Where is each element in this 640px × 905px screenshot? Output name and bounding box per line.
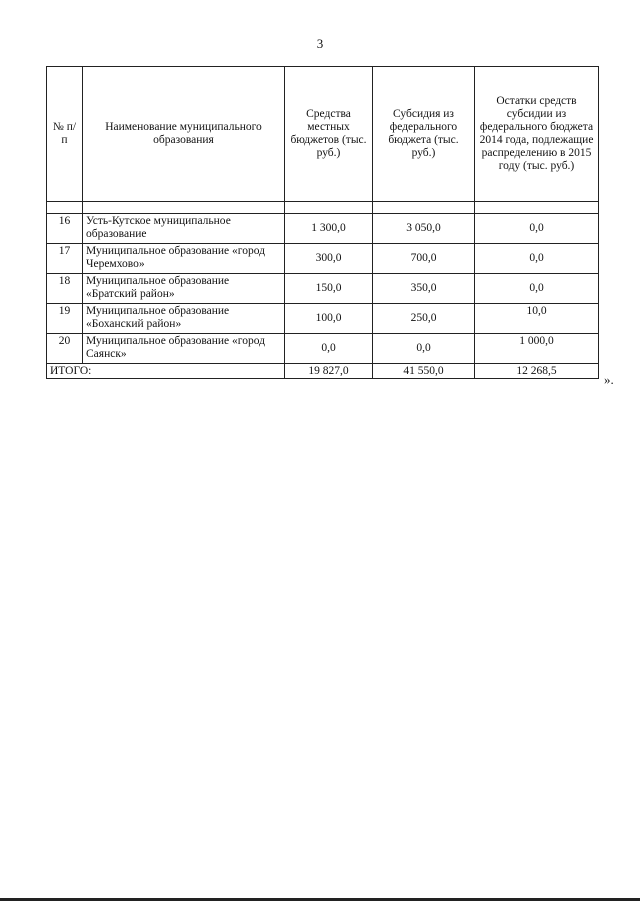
row-num: 20 (47, 334, 83, 364)
table-row (47, 334, 599, 364)
row-remainder: 1 000,0 (475, 334, 599, 364)
row-federal: 3 050,0 (373, 214, 475, 244)
row-name: Усть-Кутское муниципальное образование (83, 214, 285, 244)
table-header-row (47, 67, 599, 202)
table-row (47, 214, 599, 244)
header-federal-subsidy: Субсидия из федерального бюджета (тыс. руб.) (373, 67, 475, 202)
header-local-budgets: Средства местных бюджетов (тыс. руб.) (285, 67, 373, 202)
total-federal: 41 550,0 (373, 364, 475, 379)
row-num: 19 (47, 304, 83, 334)
row-local: 150,0 (285, 274, 373, 304)
row-num: 18 (47, 274, 83, 304)
row-local: 100,0 (285, 304, 373, 334)
row-remainder: 0,0 (475, 274, 599, 304)
row-num: 17 (47, 244, 83, 274)
table-row (47, 244, 599, 274)
row-federal: 250,0 (373, 304, 475, 334)
page-number: 3 (316, 36, 324, 51)
row-local: 1 300,0 (285, 214, 373, 244)
header-name: Наименование муниципального образования (83, 67, 285, 202)
row-name: Муниципальное образование «город Саянск» (83, 334, 285, 364)
table-row (47, 274, 599, 304)
row-name: Муниципальное образование «Братский район» (83, 274, 285, 304)
total-label: ИТОГО: (47, 364, 285, 379)
total-remainder: 12 268,5 (475, 364, 599, 379)
row-local: 300,0 (285, 244, 373, 274)
row-remainder: 10,0 (475, 304, 599, 334)
spacer-row (47, 202, 599, 214)
row-remainder: 0,0 (475, 214, 599, 244)
header-num: № п/п (47, 67, 83, 202)
row-name: Муниципальное образование «город Черемхово» (83, 244, 285, 274)
table-row (47, 304, 599, 334)
subsidy-table (46, 66, 599, 379)
page-bottom-border (0, 898, 640, 901)
row-federal: 0,0 (373, 334, 475, 364)
header-remainder: Остатки средств субсидии из федерального бюджета 2014 года, подлежащие распределению в 2015 году (тыс. руб.) (475, 67, 599, 202)
row-name: Муниципальное образование «Боханский район» (83, 304, 285, 334)
row-num: 16 (47, 214, 83, 244)
row-federal: 350,0 (373, 274, 475, 304)
closing-quote: ». (604, 372, 614, 387)
row-federal: 700,0 (373, 244, 475, 274)
row-remainder: 0,0 (475, 244, 599, 274)
total-local: 19 827,0 (285, 364, 373, 379)
row-local: 0,0 (285, 334, 373, 364)
total-row (47, 364, 599, 379)
